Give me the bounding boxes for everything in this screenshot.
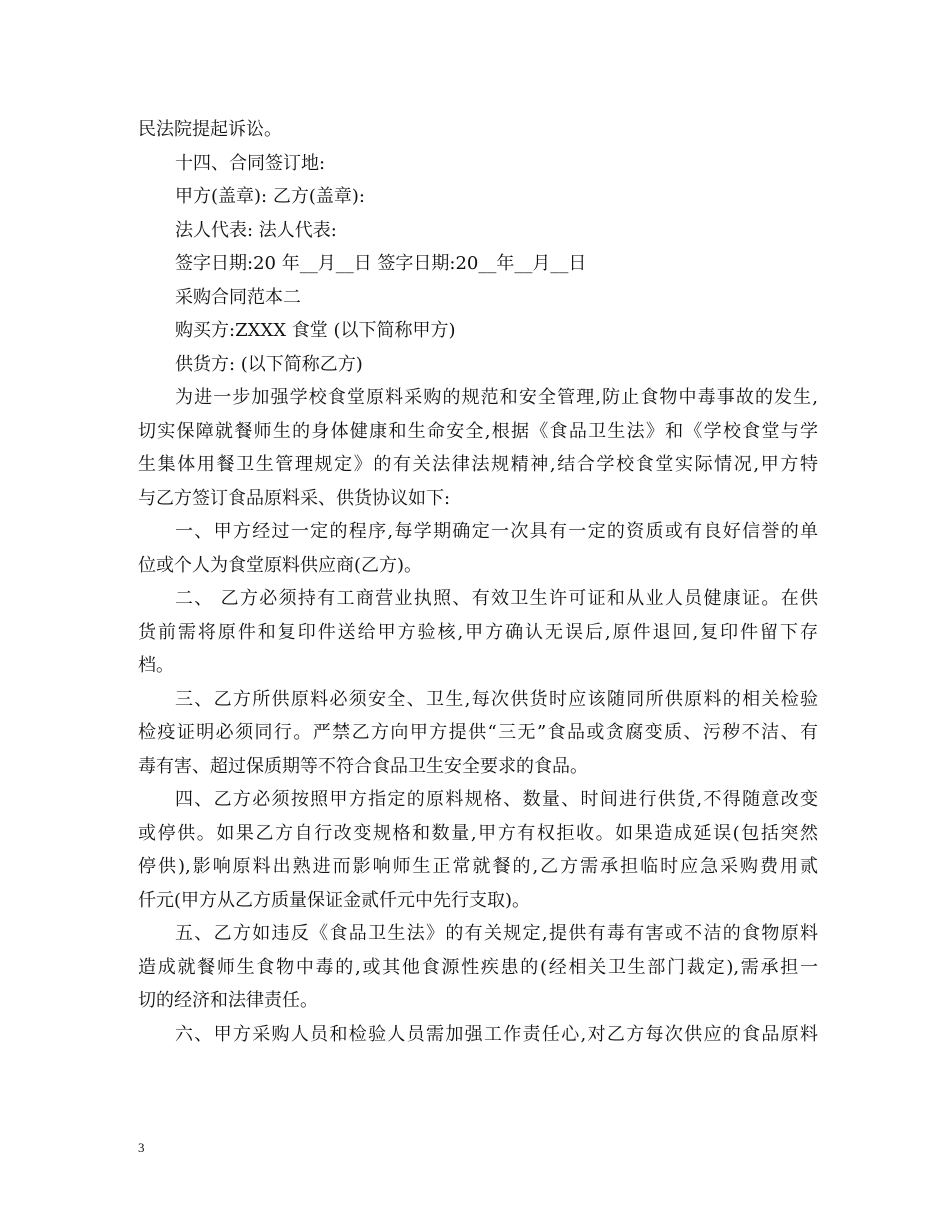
text-line: 仟元(甲方从乙方质量保证金贰仟元中先行支取)。 [138,889,531,911]
text-line: 三、乙方所供原料必须安全、卫生,每次供货时应该随同所供原料的相关检验 [175,688,818,710]
text-line: 二、 乙方必须持有工商营业执照、有效卫生许可证和从业人员健康证。在供 [175,588,818,609]
text-line: 切实保障就餐师生的身体健康和生命安全,根据《食品卫生法》和《学校食堂与学 [138,420,818,442]
text-line: 造成就餐师生食物中毒的,或其他食源性疾患的(经相关卫生部门裁定),需承担一 [138,956,818,978]
text-line: 毒有害、超过保质期等不符合食品卫生安全要求的食品。 [138,755,588,777]
text-line: 民法院提起诉讼。 [138,119,282,140]
text-line: 档。 [138,655,174,676]
text-line: 一、甲方经过一定的程序,每学期确定一次具有一定的资质或有良好信誉的单 [175,521,818,542]
document-body [138,113,818,1051]
text-line: 供货方: (以下简称乙方) [175,353,363,375]
text-line: 与乙方签订食品原料采、供货协议如下: [138,487,451,509]
text-line: 为进一步加强学校食堂原料采购的规范和安全管理,防止食物中毒事故的发生, [175,387,818,408]
text-line: 购买方:ZXXX 食堂 (以下简称甲方) [175,320,456,341]
text-line: 位或个人为食堂原料供应商(乙方)。 [138,554,423,576]
text-line: 生集体用餐卫生管理规定》的有关法律法规精神,结合学校食堂实际情况,甲方特 [138,454,818,475]
text-line: 切的经济和法律责任。 [138,990,318,1011]
text-line: 货前需将原件和复印件送给甲方验核,甲方确认无误后,原件退回,复印件留下存 [138,621,818,643]
text-line: 采购合同范本二 [175,286,301,308]
text-line: 十四、合同签订地: [175,152,326,174]
text-line: 或停供。如果乙方自行改变规格和数量,甲方有权拒收。如果造成延误(包括突然 [138,822,818,844]
text-line: 签字日期:20 年__月__日 签字日期:20__年__月__日 [175,253,587,274]
text-line: 停供),影响原料出熟进而影响师生正常就餐的,乙方需承担临时应急采购费用贰 [138,856,818,877]
text-line: 法人代表: 法人代表: [175,219,337,241]
text-line: 五、乙方如违反《食品卫生法》的有关规定,提供有毒有害或不洁的食物原料 [175,923,818,944]
text-line: 甲方(盖章): 乙方(盖章): [175,186,365,207]
page-number: 3 [138,1140,145,1155]
text-line: 四、乙方必须按照甲方指定的原料规格、数量、时间进行供货,不得随意改变 [175,789,818,810]
text-line: 六、甲方采购人员和检验人员需加强工作责任心,对乙方每次供应的食品原料 [175,1023,818,1045]
text-line: 检疫证明必须同行。严禁乙方向甲方提供“三无”食品或贪腐变质、污秽不洁、有 [138,722,818,743]
